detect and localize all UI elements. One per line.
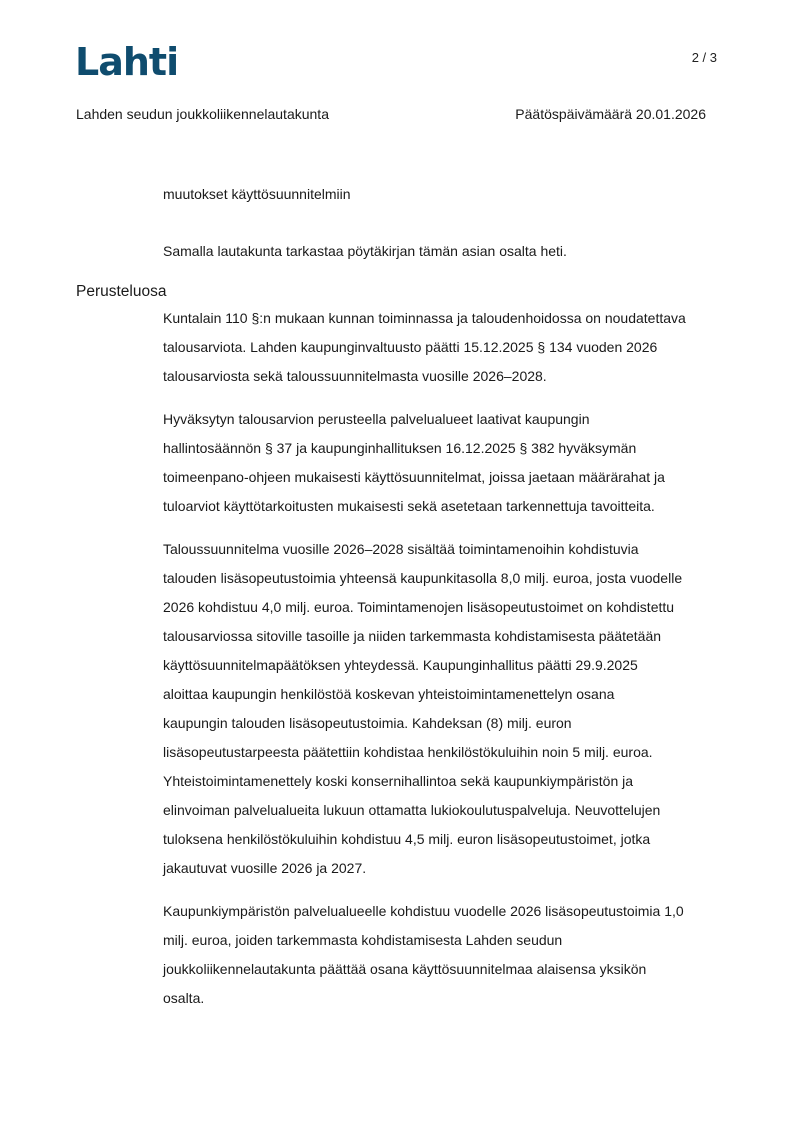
text-line: Kuntalain 110 §:n mukaan kunnan toiminnassa ja taloudenhoidossa on noudatettava: [163, 310, 686, 326]
text-line: Kaupunkiympäristön palvelualueelle kohdistuu vuodelle 2026 lisäsopeutustoimia 1,0: [163, 903, 684, 919]
text-line: milj. euroa, joiden tarkemmasta kohdistamisesta Lahden seudun: [163, 932, 563, 948]
text-line: tuloarviot käyttötarkoitusten mukaisesti sekä asetetaan tarkennettuja tavoitteita.: [163, 498, 655, 514]
text-line: hallintosäännön § 37 ja kaupunginhallituksen 16.12.2025 § 382 hyväksymän: [163, 440, 637, 456]
lahti-logo: Lahti: [75, 40, 179, 84]
text-line: aloittaa kaupungin henkilöstöä koskevan yhteistoimintamenettelyn osana: [163, 686, 615, 702]
text-line: talousarviota. Lahden kaupunginvaltuusto päätti 15.12.2025 § 134 vuoden 2026: [163, 339, 658, 355]
text-line: talousarviossa sitoville tasoille ja niiden tarkemmasta kohdistamisesta päätetään: [163, 628, 662, 644]
text-line: talouden lisäsopeutustoimia yhteensä kaupunkitasolla 8,0 milj. euroa, josta vuodelle: [163, 570, 683, 586]
paragraph: [163, 405, 723, 521]
text-line: Yhteistoimintamenettely koski konsernihallintoa sekä kaupunkiympäristön ja: [163, 773, 634, 789]
page-number: 2 / 3: [691, 50, 717, 65]
text-line: kaupungin talouden lisäsopeutustoimia. Kahdeksan (8) milj. euron: [163, 715, 572, 731]
board-name: Lahden seudun joukkoliikennelautakunta: [76, 106, 329, 122]
decision-date: Päätöspäivämäärä 20.01.2026: [515, 106, 706, 122]
paragraph: [163, 897, 723, 1013]
text-line: jakautuvat vuosille 2026 ja 2027.: [163, 860, 367, 876]
rationale-body: [163, 304, 723, 1027]
text-line: Taloussuunnitelma vuosille 2026–2028 sisältää toimintamenoihin kohdistuvia: [163, 541, 639, 557]
text-line: käyttösuunnitelmapäätöksen yhteydessä. Kaupunginhallitus päätti 29.9.2025: [163, 657, 638, 673]
decision-continuation: muutokset käyttösuunnitelmiin: [163, 186, 351, 202]
text-line: Hyväksytyn talousarvion perusteella palvelualueet laativat kaupungin: [163, 411, 590, 427]
text-line: tuloksena henkilöstökuluihin kohdistuu 4,5 milj. euron lisäsopeutustoimet, jotka: [163, 831, 651, 847]
inspection-statement: Samalla lautakunta tarkastaa pöytäkirjan tämän asian osalta heti.: [163, 243, 567, 259]
paragraph: [163, 535, 723, 883]
text-line: osalta.: [163, 990, 205, 1006]
text-line: joukkoliikennelautakunta päättää osana käyttösuunnitelmaa alaisensa yksikön: [163, 961, 647, 977]
text-line: talousarviosta sekä taloussuunnitelmasta vuosille 2026–2028.: [163, 368, 547, 384]
paragraph: [163, 304, 723, 391]
text-line: toimeenpano-ohjeen mukaisesti käyttösuunnitelmat, joissa jaetaan määrärahat ja: [163, 469, 665, 485]
text-line: 2026 kohdistuu 4,0 milj. euroa. Toimintamenojen lisäsopeutustoimet on kohdistettu: [163, 599, 675, 615]
text-line: lisäsopeutustarpeesta päätettiin kohdistaa henkilöstökuluihin noin 5 milj. euroa.: [163, 744, 653, 760]
section-heading: Perusteluosa: [76, 283, 167, 300]
text-line: elinvoiman palvelualueita lukuun ottamatta lukiokoulutuspalveluja. Neuvottelujen: [163, 802, 661, 818]
